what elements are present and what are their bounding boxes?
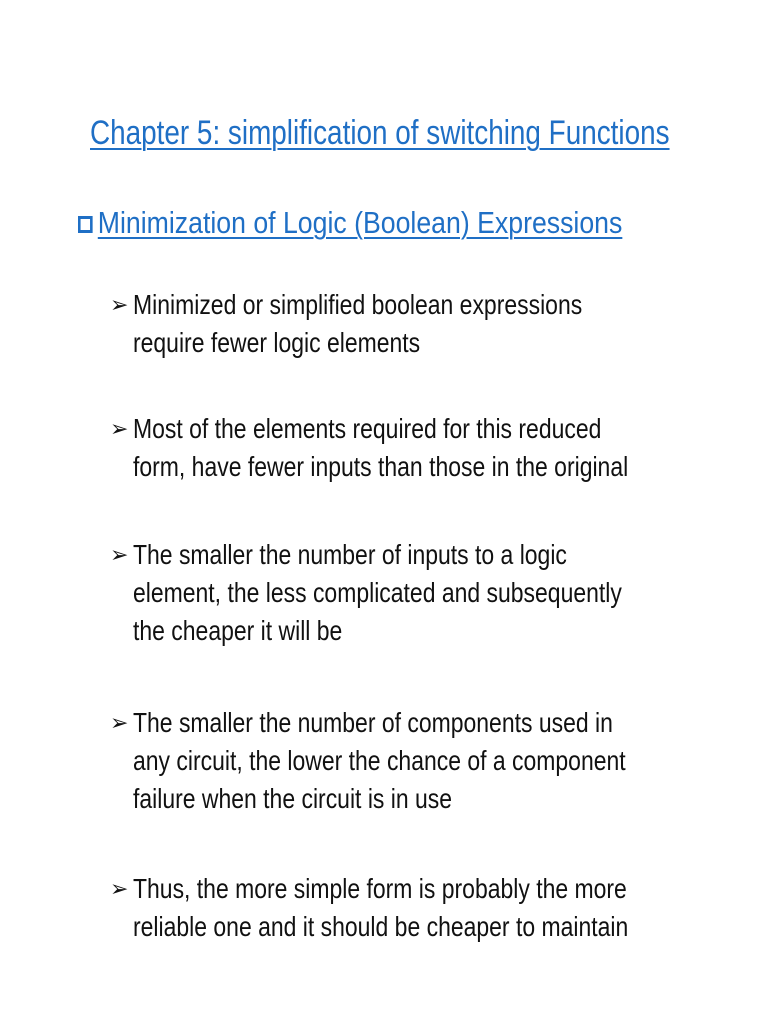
- arrow-bullet-icon: ➢: [110, 710, 129, 735]
- bullet-text: The smaller the number of components used in any circuit, the lower the chance of a component failure when the circuit is in use: [133, 707, 626, 814]
- arrow-bullet-icon: ➢: [110, 416, 129, 441]
- bullet-item: [110, 536, 760, 650]
- arrow-bullet-icon: ➢: [110, 542, 129, 567]
- square-bullet-icon: [78, 216, 93, 233]
- bullet-text: Thus, the more simple form is probably the more reliable one and it should be cheaper to maintain: [133, 873, 629, 942]
- chapter-title: Chapter 5: simplification of switching Functions: [90, 114, 670, 152]
- bullet-item: [110, 286, 760, 362]
- bullet-item: [110, 704, 760, 818]
- arrow-bullet-icon: ➢: [110, 876, 129, 901]
- bullet-item: [110, 410, 760, 486]
- bullet-text: Most of the elements required for this reduced form, have fewer inputs than those in the original: [133, 413, 629, 482]
- bullet-item: [110, 870, 760, 946]
- bullet-text: The smaller the number of inputs to a logic element, the less complicated and subsequently the cheaper it will be: [133, 539, 622, 646]
- section-heading-text: Minimization of Logic (Boolean) Expressions: [97, 205, 623, 240]
- bullet-text: Minimized or simplified boolean expressions require fewer logic elements: [133, 289, 583, 358]
- arrow-bullet-icon: ➢: [110, 292, 129, 317]
- section-heading: [78, 203, 622, 243]
